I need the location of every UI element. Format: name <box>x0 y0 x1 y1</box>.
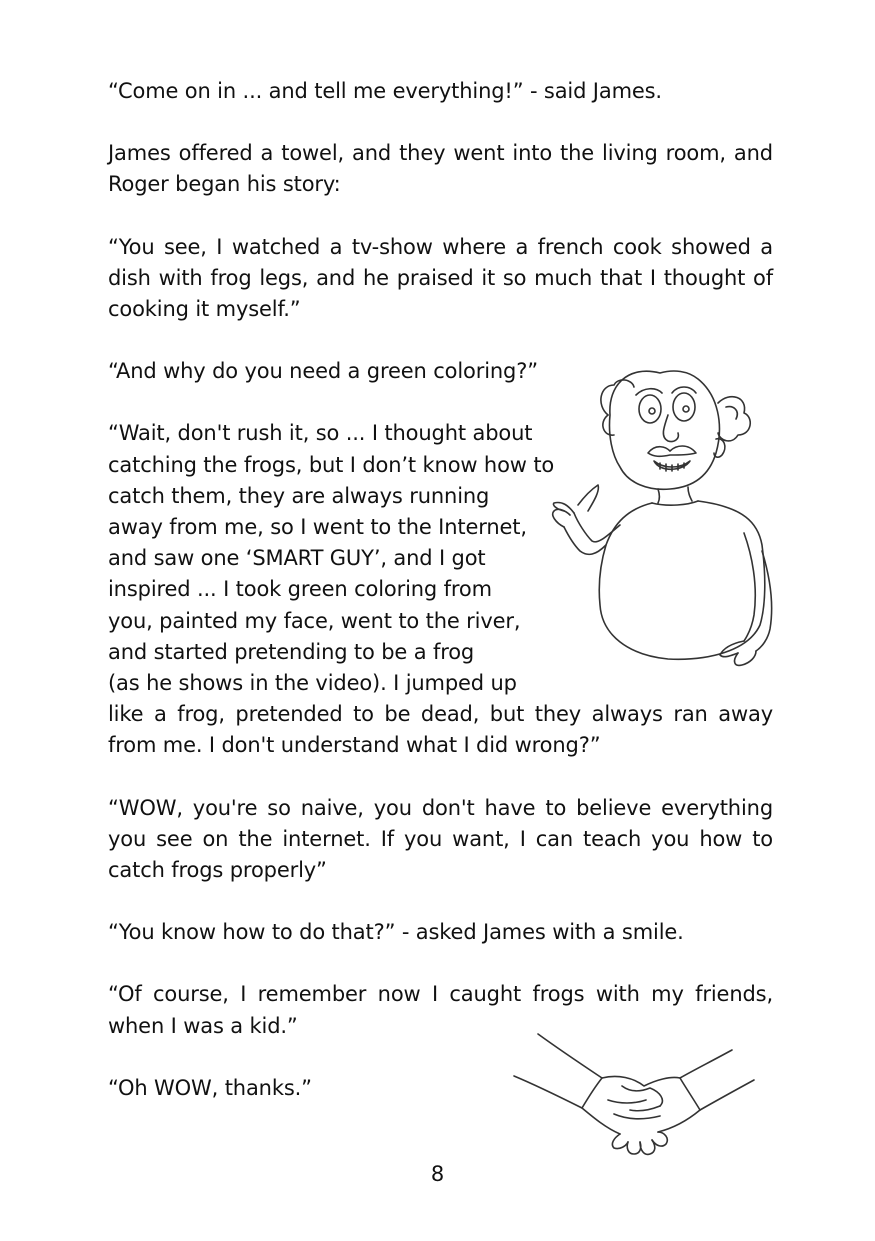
paragraph-8: “Of course, I remember now I caught frogs with my friends, when I was a kid.” <box>108 982 773 1038</box>
paragraph-1: “Come on in ... and tell me everything!” - said James. <box>108 79 662 103</box>
text-line: catch them, they are always running <box>108 483 490 508</box>
text-line: you, painted my face, went to the river, <box>108 608 521 633</box>
bald-man-icon <box>548 355 793 675</box>
paragraph-9: “Oh WOW, thanks.” <box>108 1075 312 1100</box>
text-line: “Wait, don't rush it, so ... I thought about <box>108 421 533 446</box>
paragraph-4: “And why do you need a green coloring?” <box>108 359 538 384</box>
text-line: inspired ... I took green coloring from <box>108 577 492 602</box>
text-line: away from me, so I went to the Internet, <box>108 515 527 540</box>
text-line: (as he shows in the video). I jumped up <box>108 671 517 696</box>
paragraph-2: James offered a towel, and they went into the living room, and Roger began his story: <box>108 141 773 197</box>
paragraph-5-continuation: like a frog, pretended to be dead, but they always ran away from me. I don't understand what I did wrong?” <box>108 702 773 758</box>
paragraph-3: “You see, I watched a tv-show where a french cook showed a dish with frog legs, and he praised it so much that I thought of cooking it myself.” <box>108 234 773 322</box>
page-number: 8 <box>430 1162 445 1186</box>
paragraph-7: “You know how to do that?” - asked James with a smile. <box>108 920 684 945</box>
text-line: catching the frogs, but I don’t know how to <box>108 452 555 477</box>
text-line: and saw one ‘SMART GUY’, and I got <box>108 546 486 571</box>
text-line: and started pretending to be a frog <box>108 639 475 664</box>
handshake-icon <box>510 1030 760 1160</box>
paragraph-6: “WOW, you're so naive, you don't have to believe everything you see on the internet. If you want, I can teach you how to catch frogs properly” <box>108 795 773 883</box>
paragraph-5-wrapped-lines <box>108 418 608 699</box>
